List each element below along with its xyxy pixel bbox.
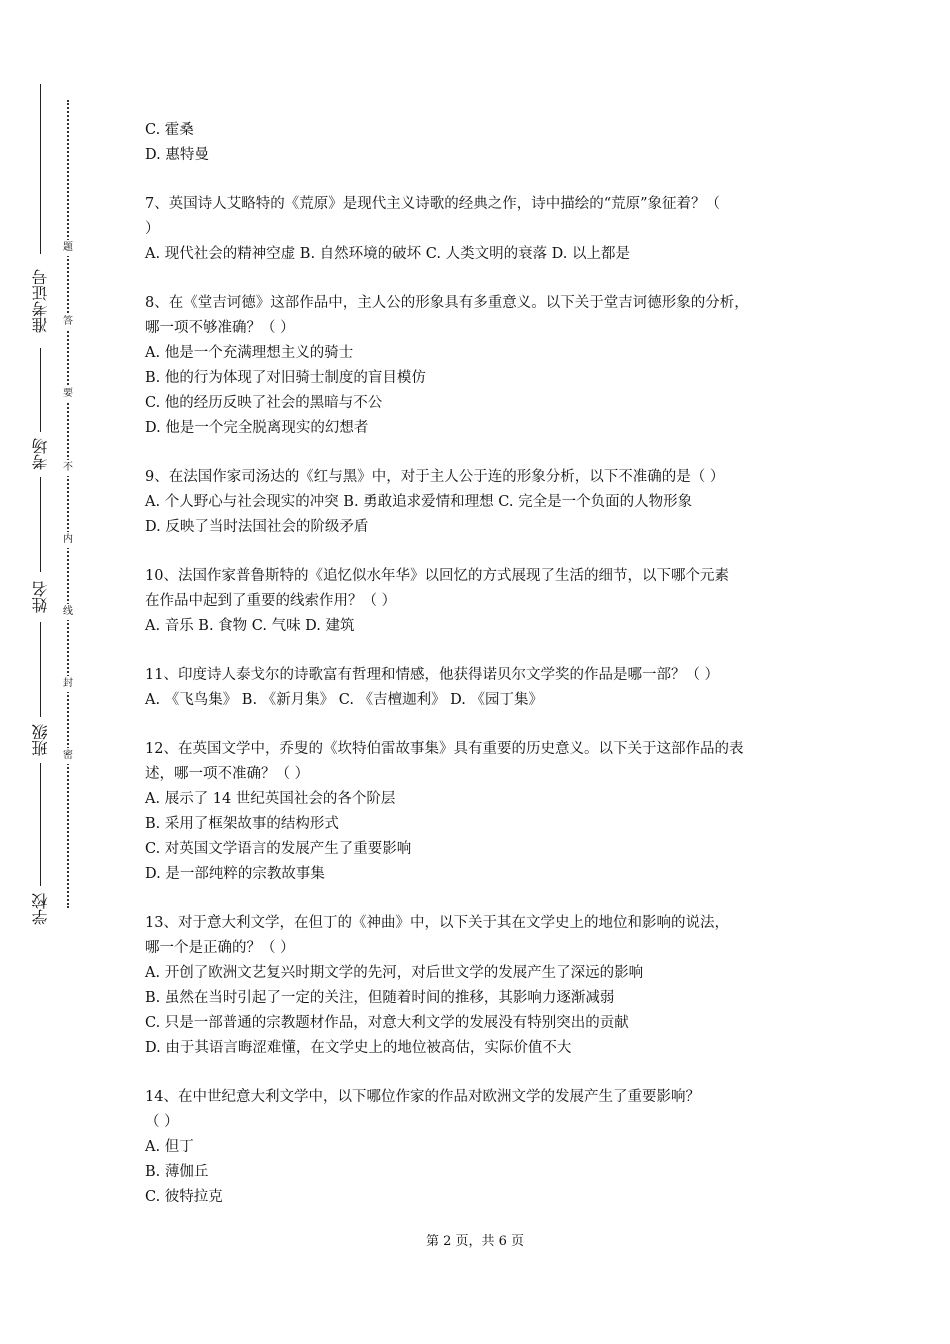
seal-char: 封 (60, 676, 76, 692)
option: D. 反映了当时法国社会的阶级矛盾 (145, 519, 369, 535)
seal-line (67, 100, 69, 908)
exam-room-label: 考场 (31, 438, 50, 471)
margin-line (40, 348, 41, 432)
school-label: 学校 (31, 893, 50, 925)
exam-id-label: 准考证号 (31, 269, 50, 333)
question-11 (145, 663, 825, 713)
name-label: 姓名 (31, 581, 50, 613)
page-footer: 第 2 页，共 6 页 (425, 1234, 525, 1249)
question-6-options (145, 118, 825, 168)
option: B. 采用了框架故事的结构形式 (145, 816, 339, 832)
question-content (145, 118, 825, 1210)
question-stem: 14、在中世纪意大利文学中，以下哪位作家的作品对欧洲文学的发展产生了重要影响？ (145, 1089, 700, 1105)
option: A. 他是一个充满理想主义的骑士 (145, 345, 354, 361)
margin-line (40, 622, 41, 717)
question-stem: 哪一个是正确的？（ ） (145, 940, 295, 956)
seal-char: 内 (60, 532, 76, 548)
margin-line (40, 477, 41, 572)
option: C. 只是一部普通的宗教题材作品，对意大利文学的发展没有特别突出的贡献 (145, 1015, 629, 1031)
question-stem: 8、在《堂吉诃德》这部作品中，主人公的形象具有多重意义。以下关于堂吉诃德形象的分析， (145, 295, 749, 311)
seal-char: 密 (60, 748, 76, 764)
seal-char: 不 (60, 460, 76, 476)
option: A. 《飞鸟集》 B. 《新月集》 C. 《吉檀迦利》 D. 《园丁集》 (145, 692, 544, 708)
question-9 (145, 465, 825, 540)
question-stem: （ ） (145, 1114, 179, 1130)
option: A. 音乐 B. 食物 C. 气味 D. 建筑 (145, 618, 355, 634)
option: B. 薄伽丘 (145, 1164, 209, 1180)
seal-char: 题 (60, 240, 76, 256)
binding-margin (0, 0, 100, 1344)
option: A. 现代社会的精神空虚 B. 自然环境的破坏 C. 人类文明的衰落 D. 以上都是 (145, 246, 631, 262)
option: C. 他的经历反映了社会的黑暗与不公 (145, 395, 383, 411)
question-stem: 13、对于意大利文学，在但丁的《神曲》中，以下关于其在文学史上的地位和影响的说法， (145, 915, 729, 931)
seal-char: 线 (60, 604, 76, 620)
option: A. 但丁 (145, 1139, 194, 1155)
question-stem: 在作品中起到了重要的线索作用？（ ） (145, 593, 397, 609)
question-10 (145, 564, 825, 639)
margin-line (40, 763, 41, 886)
option: C. 对英国文学语言的发展产生了重要影响 (145, 841, 412, 857)
option: A. 个人野心与社会现实的冲突 B. 勇敢追求爱情和理想 C. 完全是一个负面的人物形象 (145, 494, 693, 510)
option: D. 他是一个完全脱离现实的幻想者 (145, 420, 369, 436)
margin-line (40, 84, 41, 254)
question-12 (145, 737, 825, 887)
question-stem: ） (145, 221, 160, 237)
option: D. 是一部纯粹的宗教故事集 (145, 866, 325, 882)
question-stem: 12、在英国文学中，乔叟的《坎特伯雷故事集》具有重要的历史意义。以下关于这部作品的表 (145, 741, 744, 757)
question-14 (145, 1085, 825, 1210)
option: B. 他的行为体现了对旧骑士制度的盲目模仿 (145, 370, 426, 386)
option: A. 展示了 14 世纪英国社会的各个阶层 (145, 791, 396, 807)
question-13 (145, 911, 825, 1061)
seal-char: 要 (60, 386, 76, 402)
seal-char: 答 (60, 314, 76, 330)
question-8 (145, 291, 825, 441)
question-stem: 11、印度诗人泰戈尔的诗歌富有哲理和情感，他获得诺贝尔文学奖的作品是哪一部？（ ） (145, 667, 720, 683)
question-stem: 7、英国诗人艾略特的《荒原》是现代主义诗歌的经典之作，诗中描绘的“荒原”象征着？（ (145, 196, 721, 212)
option: D. 由于其语言晦涩难懂，在文学史上的地位被高估，实际价值不大 (145, 1040, 572, 1056)
question-stem: 9、在法国作家司汤达的《红与黑》中，对于主人公于连的形象分析，以下不准确的是（ ） (145, 469, 725, 485)
option: C. 彼特拉克 (145, 1189, 223, 1205)
question-7 (145, 192, 825, 267)
option: D. 惠特曼 (145, 147, 209, 163)
class-label: 班级 (31, 724, 50, 756)
option: A. 开创了欧洲文艺复兴时期文学的先河，对后世文学的发展产生了深远的影响 (145, 965, 644, 981)
question-stem: 述，哪一项不准确？（ ） (145, 766, 310, 782)
question-stem: 10、法国作家普鲁斯特的《追忆似水年华》以回忆的方式展现了生活的细节，以下哪个元素 (145, 568, 729, 584)
option: B. 虽然在当时引起了一定的关注，但随着时间的推移，其影响力逐渐减弱 (145, 990, 615, 1006)
option: C. 霍桑 (145, 122, 194, 138)
question-stem: 哪一项不够准确？（ ） (145, 320, 295, 336)
